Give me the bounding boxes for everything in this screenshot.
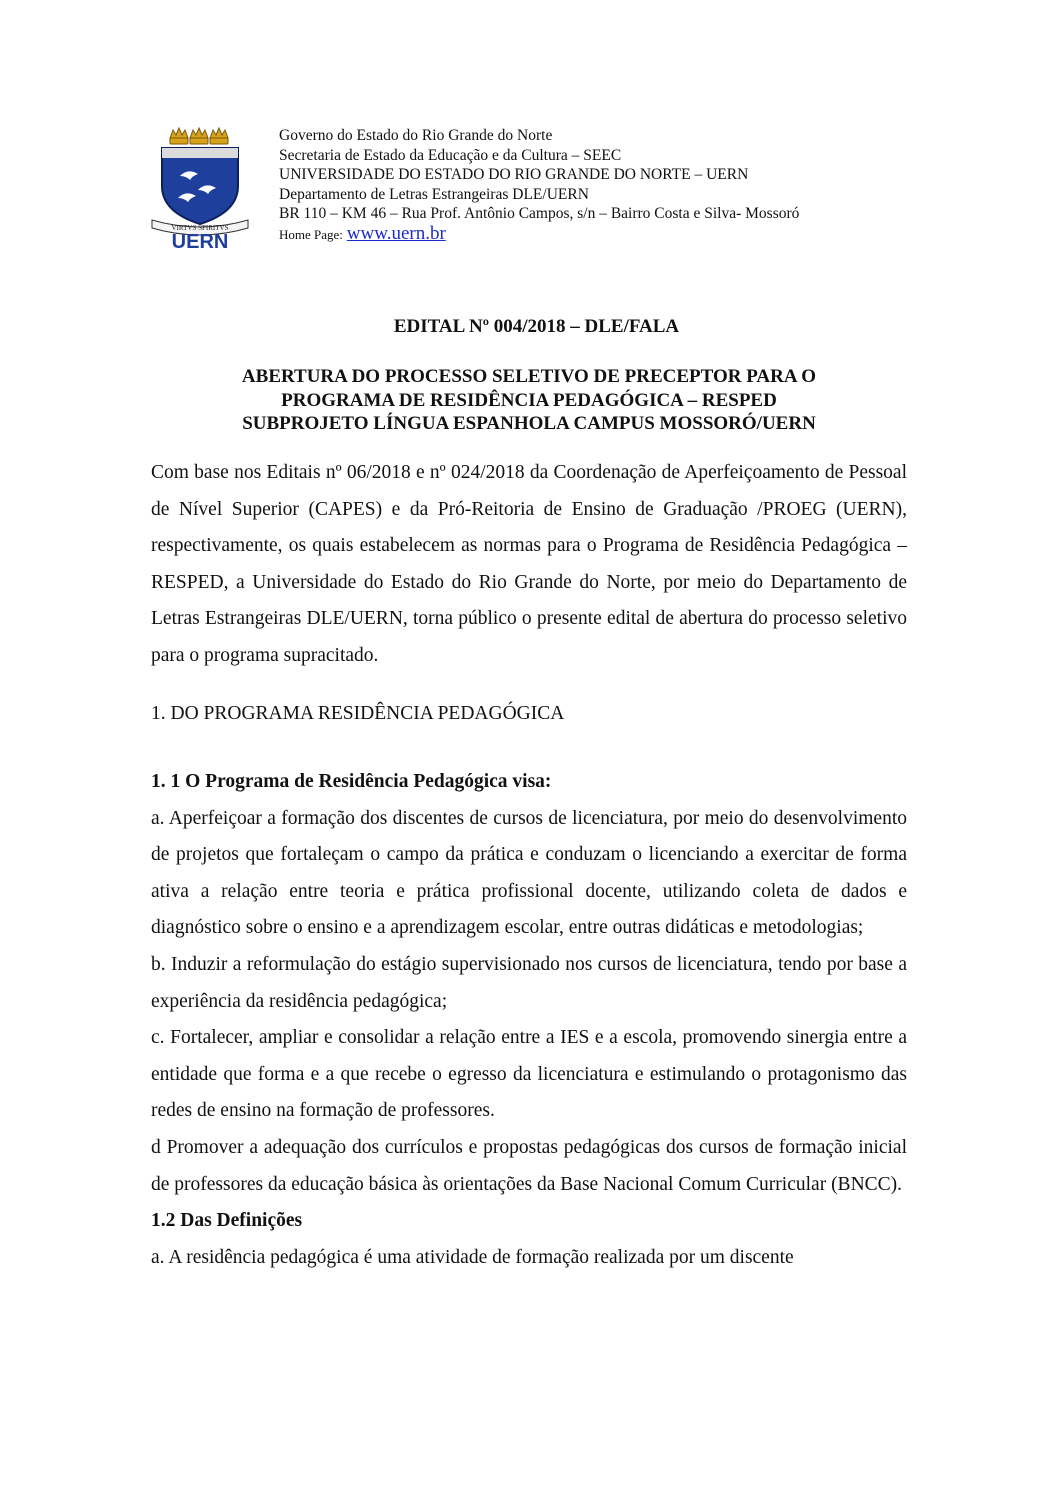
subtitle-line: PROGRAMA DE RESIDÊNCIA PEDAGÓGICA – RESPED	[281, 389, 777, 411]
edital-title: EDITAL Nº 004/2018 – DLE/FALA	[393, 316, 680, 337]
subtitle-line: ABERTURA DO PROCESSO SELETIVO DE PRECEPTOR PARA O	[241, 366, 817, 387]
subsection-heading: 1. 1 O Programa de Residência Pedagógica visa:	[151, 771, 552, 792]
list-item: c. Fortalecer, ampliar e consolidar a relação entre a IES e a escola, promovendo sinergia entre a entidade que forma e a que recebe o egresso da licenciatura e estimulando o protagonismo das redes de ensino na formação de professores.	[151, 1027, 907, 1122]
header-line-address: BR 110 – KM 46 – Rua Prof. Antônio Campos, s/n – Bairro Costa e Silva- Mossoró	[279, 205, 800, 222]
header-line-university: UNIVERSIDADE DO ESTADO DO RIO GRANDE DO NORTE – UERN	[279, 166, 749, 183]
institution-header	[279, 126, 799, 244]
section-content	[151, 764, 907, 1276]
edital-subtitle	[0, 365, 1058, 436]
logo-motto: VIRTVS SPIRITVS	[171, 224, 229, 232]
subsection-heading: 1.2 Das Definições	[151, 1210, 303, 1232]
homepage-link[interactable]: www.uern.br	[346, 222, 446, 244]
list-item: d Promover a adequação dos currículos e propostas pedagógicas dos cursos de formação inicial de professores da educação básica às orientações da Base Nacional Comum Curricular (BNCC).	[151, 1136, 907, 1195]
header-homepage	[279, 224, 799, 245]
section-heading: 1. DO PROGRAMA RESIDÊNCIA PEDAGÓGICA	[151, 703, 565, 724]
intro-paragraph: Com base nos Editais nº 06/2018 e nº 024/2018 da Coordenação de Aperfeiçoamento de Pessoal de Nível Superior (CAPES) e da Pró-Reitoria de Ensino de Graduação /PROEG (UERN), respectivamente, os quais estabelecem as normas para o Programa de Residência Pedagógica – RESPED, a Universidade do Estado do Rio Grande do Norte, por meio do Departamento de Letras Estrangeiras DLE/UERN, torna público o presente edital de abertura do processo seletivo para o programa supracitado.	[151, 462, 907, 666]
list-item: b. Induzir a reformulação do estágio supervisionado nos cursos de licenciatura, tendo por base a experiência da residência pedagógica;	[151, 953, 907, 1012]
logo-wordmark: UERN	[171, 231, 229, 250]
list-item: a. Aperfeiçoar a formação dos discentes de cursos de licenciatura, por meio do desenvolvimento de projetos que fortaleçam o campo da prática e conduzam o licenciando a exercitar de forma ativa a relação entre teoria e prática profissional docente, utilizando coleta de dados e diagnóstico sobre o ensino e a aprendizagem escolar, entre outras didáticas e metodologias;	[151, 807, 907, 939]
header-line-secretariat: Secretaria de Estado da Educação e da Cultura – SEEC	[279, 146, 622, 164]
header-line-department: Departamento de Letras Estrangeiras DLE/UERN	[279, 185, 589, 203]
subtitle-line: SUBPROJETO LÍNGUA ESPANHOLA CAMPUS MOSSORÓ/UERN	[242, 413, 816, 434]
uern-logo	[148, 124, 252, 250]
list-item: a. A residência pedagógica é uma atividade de formação realizada por um discente	[151, 1246, 794, 1268]
header-line-government: Governo do Estado do Rio Grande do Norte	[279, 127, 553, 144]
homepage-label: Home Page:	[279, 226, 343, 242]
